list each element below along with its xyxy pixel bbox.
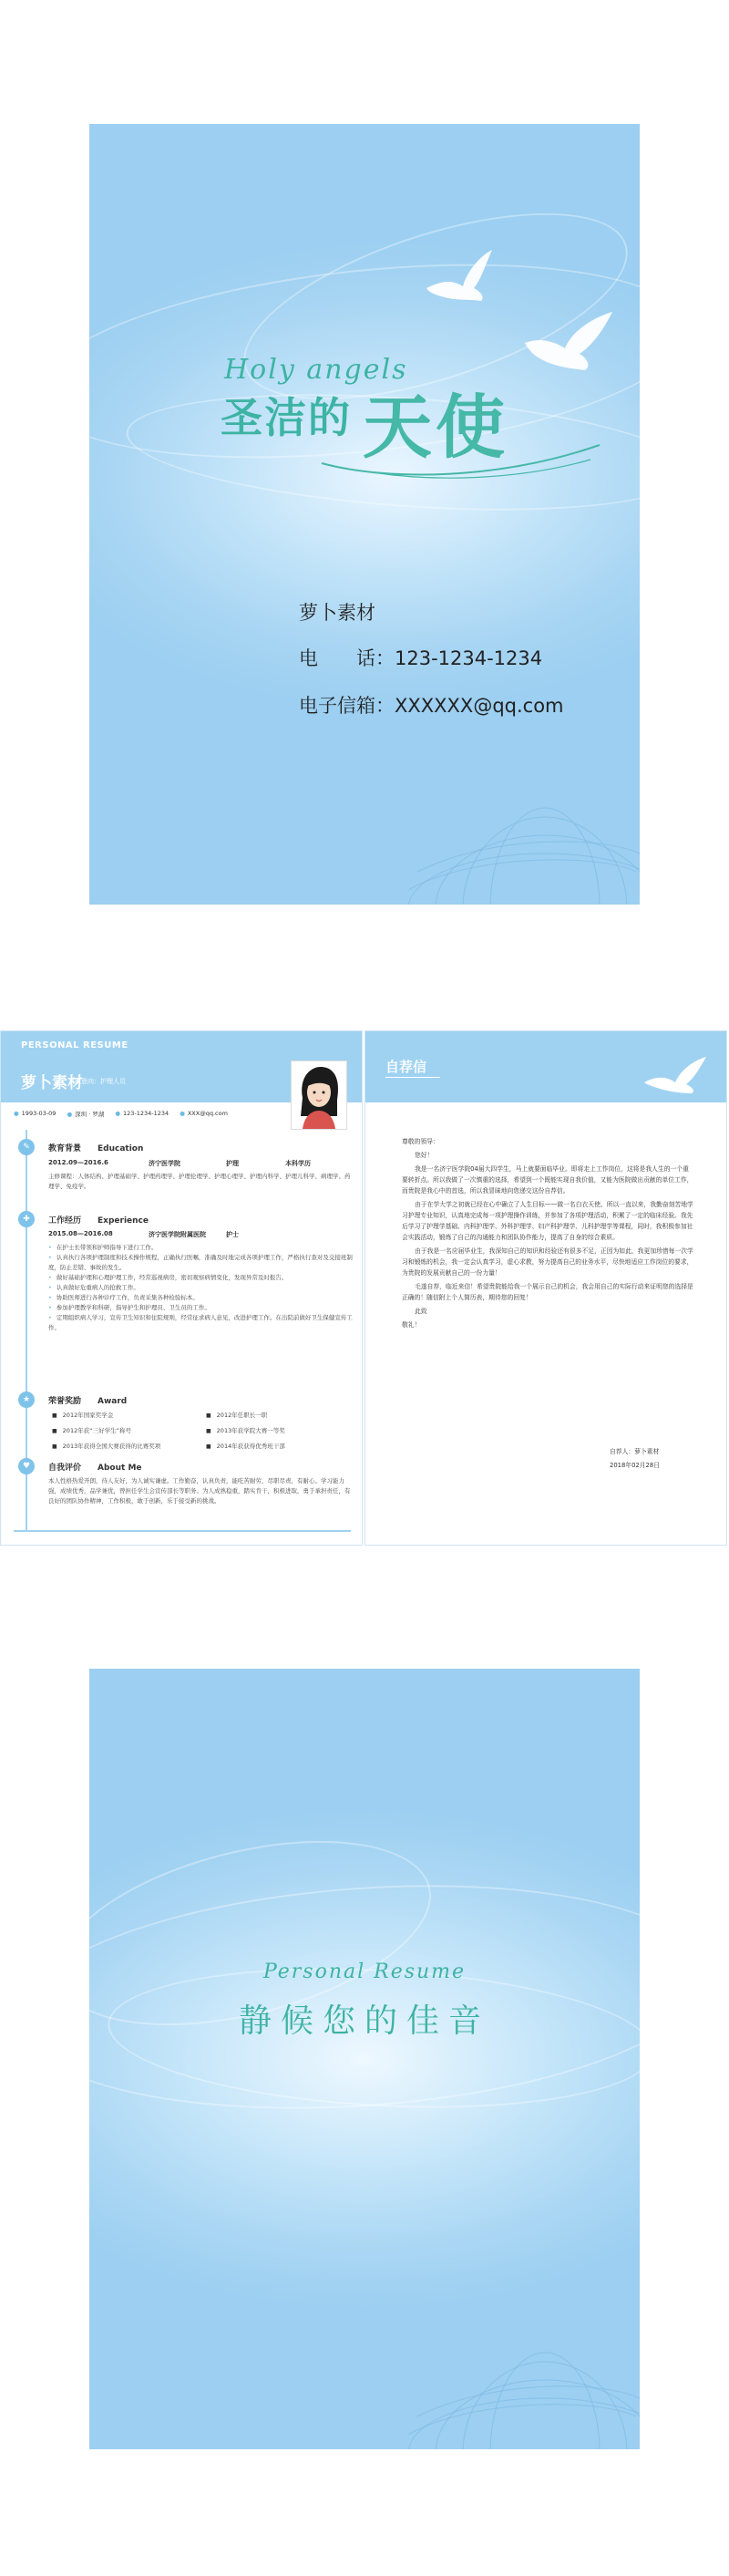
mail-icon: ● [180, 1110, 185, 1117]
letter-closing: 此致 [415, 1308, 427, 1315]
cover-globe-pattern [363, 799, 640, 905]
resume-page: PERSONAL RESUME 萝卜素材 求职意向：护理人员 ● 1993-03-09 ● 深圳 · 罗湖 ● 123-1234-1234 ● XXX@qq.com ✎ 教育背景 Education 2012.09—2016.6 济宁医学院 护理 本科学历 主修课程：人体结构、护理基础学、护理药理学、护理伦理学、护理心理学、护理内科学、护理儿科学、病理学、药理学、免疫学。 ✚ 工作经历 Experience 2015.08—2016.08 济宁医学院附属医院 护士 • 在护士长带领和护师指导下进行工作。 • 认真执行各项护理制度和技术操作规程，正确执行医嘱，准确及时地完成各项护理工作，严格执行查对及交接班制度，防止差错、事故的发生。 • 做好基础护理和心理护理工作，经常巡视病房，密切观察病情变化，发现异常及时报告。 • 认真做好危重病人的抢救工作。 • 协助医师进行各种诊疗工作，负责采集各种检验标本。 • 参加护理教学和科研，指导护生和护理员、卫生员的工作。 • 定期组织病人学习，宣传卫生知识和住院规则，经常征求病人意见，改进护理工作。在出院前做好卫生保健宣传工作。 ★ 荣誉奖励 Award ■ 2012年国家奖学金 ■ 2012年任职长一职 ■ 2012年获“三好学生”称号 ■ 2013年获学院大赛一等奖 ■ 2013年获得全国大赛获得的比赛奖项 ■ 2014年获获得优秀班干部 ♥ 自我评价 About Me 本人性格热爱开朗，待人友好，为人诚实谦虚。工作勤奋，认真负责，能吃苦耐劳，尽职尽责，有耐心。学习能力强，成绩优秀，品学兼优，曾担任学生会宣传部长等职务。为人成熟稳重，踏实肯干，积极进取，勇于承担责任，有良好的团队协作精神，工作积极，敢于创新，乐于接受新的挑战。 [0, 1030, 363, 1546]
phone-icon: ● [115, 1110, 120, 1117]
award-item: ■ 2012年获“三好学生”称号 [52, 1426, 131, 1434]
cover-title-flourish [317, 427, 609, 481]
contact-row [14, 1110, 228, 1118]
experience-icon: ✚ [18, 1211, 35, 1227]
education-icon: ✎ [18, 1139, 35, 1155]
back-globe-pattern [363, 2343, 640, 2449]
about-icon: ♥ [18, 1458, 35, 1474]
education-title: 教育背景 Education [48, 1144, 144, 1154]
award-icon: ★ [18, 1391, 35, 1408]
letter-signer: 自荐人：萝卜素材 [610, 1448, 660, 1455]
award-item: ■ 2012年任职长一职 [206, 1411, 267, 1419]
letter-title: 自荐信 [385, 1059, 427, 1075]
calendar-icon: ● [14, 1110, 19, 1117]
award-item: ■ 2013年获得全国大赛获得的比赛奖项 [52, 1442, 160, 1450]
list-item: • 在护士长带领和护师指导下进行工作。 [48, 1243, 354, 1253]
list-item: • 定期组织病人学习，宣传卫生知识和住院规则，经常征求病人意见，改进护理工作。在出院前做好卫生保健宣传工作。 [48, 1313, 354, 1333]
cover-email: 电子信箱：XXXXXX@qq.com [299, 695, 564, 717]
letter-paragraph: 由于在学大学之初就已经在心中确立了人生目标——做一名白衣天使。所以一直以来，我勤奋刻苦地学习护理专业知识，认真地完成每一项护理操作训练，并参加了各项护理活动，积累了一定的临床经验。我先后学习了护理学基础、内科护理学、外科护理学、妇产科护理学、儿科护理学等课程，同时，我积极参加社会实践活动，锻炼了自己的沟通能力和团队协作能力，提高了自身的综合素质。 [402, 1201, 693, 1241]
award-item: ■ 2013年获学院大赛一等奖 [206, 1426, 285, 1434]
contact-birthday: ● 1993-03-09 [14, 1110, 56, 1117]
letter-body [402, 1136, 693, 1333]
list-item: • 参加护理教学和科研，指导护生和护理员、卫生员的工作。 [48, 1303, 354, 1313]
resume-bottom-line [14, 1530, 351, 1532]
dove-icon [518, 306, 618, 388]
dove-icon [639, 1051, 712, 1097]
letter-paragraph: 毛遂自荐，临近来信！希望贵院能给我一个展示自己的机会，我会用自己的实际行动来证明您的选择是正确的！随信附上个人简历表，期待您的回复！ [402, 1283, 693, 1301]
award-item: ■ 2014年获获得优秀班干部 [206, 1442, 285, 1450]
contact-email: ● XXX@qq.com [180, 1110, 228, 1117]
cover-letter-page [364, 1030, 727, 1546]
award-item: ■ 2012年国家奖学金 [52, 1411, 113, 1419]
about-title: 自我评价 About Me [48, 1464, 142, 1473]
dove-icon [417, 243, 499, 316]
letter-title-underline [385, 1077, 440, 1078]
contact-phone: ● 123-1234-1234 [115, 1110, 169, 1117]
education-courses: 主修课程：人体结构、护理基础学、护理药理学、护理伦理学、护理心理学、护理内科学、护理儿科学、病理学、药理学、免疫学。 [48, 1173, 351, 1190]
list-item: • 认真执行各项护理制度和技术操作规程，正确执行医嘱，准确及时地完成各项护理工作，严格执行查对及交接班制度，防止差错、事故的发生。 [48, 1253, 354, 1273]
cover-title-cn-part1: 圣洁的 [221, 393, 352, 442]
cover-title-en: Holy angels [224, 354, 408, 386]
back-title-en: Personal Resume [262, 1960, 467, 1983]
resume-name: 萝卜素材 [21, 1074, 83, 1092]
experience-title: 工作经历 Experience [48, 1216, 149, 1226]
award-title: 荣誉奖励 Award [48, 1397, 128, 1406]
list-item: • 做好基础护理和心理护理工作，经常巡视病房，密切观察病情变化，发现异常及时报告。 [48, 1273, 354, 1283]
letter-closing: 敬礼！ [402, 1321, 421, 1329]
cover-name: 萝卜素材 [299, 602, 375, 624]
cover-title-cn-part2: 天使 [363, 387, 508, 468]
avatar [291, 1060, 347, 1130]
list-item: • 认真做好危重病人的抢救工作。 [48, 1283, 354, 1293]
letter-paragraph: 我是一名济宁医学院04届大四学生，马上就要面临毕业。即将走上工作岗位，这将是我人生的一个重要转折点。所以我做了一次慎重的选择，希望到一个既能实现自我价值，又能为医院做出贡献的单位工作，而贵院是我心中的首选，所以我冒昧地向您递交这份自荐信。 [402, 1165, 693, 1195]
letter-header [365, 1031, 727, 1102]
back-cover-page [89, 1669, 640, 2449]
cover-page [89, 124, 640, 905]
letter-salutation: 尊敬的领导： [402, 1138, 439, 1145]
about-text: 本人性格热爱开朗，待人友好，为人诚实谦虚。工作勤奋，认真负责，能吃苦耐劳，尽职尽责，有耐心。学习能力强，成绩优秀，品学兼优，曾担任学生会宣传部长等职务。为人成熟稳重，踏实肯干，积极进取，勇于承担责任，有良好的团队协作精神，工作积极，敢于创新，乐于接受新的挑战。 [48, 1477, 351, 1505]
letter-greeting: 您好！ [415, 1152, 434, 1159]
letter-paragraph: 由于我是一名应届毕业生，我深知自己的知识和经验还有很多不足，正因为如此，我更加珍惜每一次学习和锻炼的机会，我一定会认真学习，虚心求教，努力提高自己的业务水平，尽快地适应工作岗位的要求，为贵院的发展贡献自己的一份力量！ [402, 1247, 693, 1277]
back-title-cn: 静候您的佳音 [238, 2002, 490, 2040]
list-item: • 协助医师进行各种诊疗工作，负责采集各种检验标本。 [48, 1293, 354, 1303]
experience-list [48, 1243, 354, 1333]
resume-objective: 求职意向：护理人员 [68, 1078, 126, 1085]
resume-header-label: PERSONAL RESUME [21, 1040, 128, 1050]
location-icon: ● [67, 1111, 73, 1118]
cover-phone: 电 话：123-1234-1234 [299, 647, 543, 669]
contact-location: ● 深圳 · 罗湖 [67, 1111, 105, 1118]
letter-date: 2018年02月28日 [610, 1462, 660, 1469]
